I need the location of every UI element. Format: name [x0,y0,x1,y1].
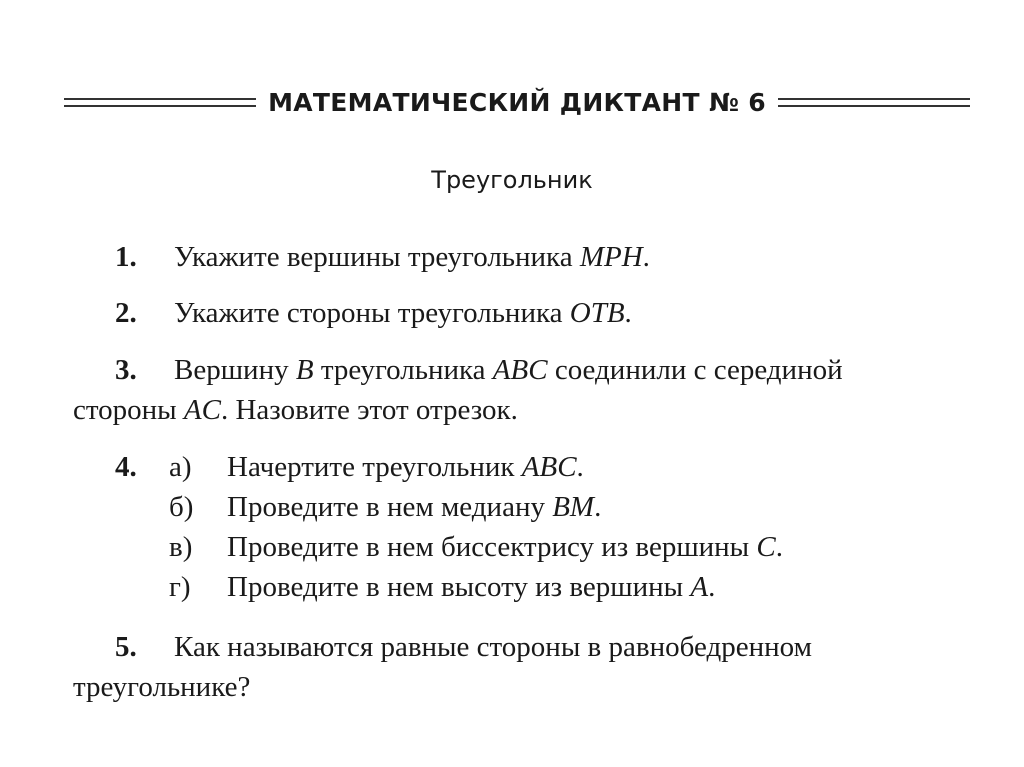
sub-letter: г) [169,571,191,603]
question-variable: B [295,354,314,386]
question-line [73,390,955,430]
page-title: МАТЕМАТИЧЕСКИЙ ДИКТАНТ № 6 [268,87,766,117]
question-text: Вершину [174,354,296,386]
question-number: 1. [115,241,137,273]
question-text: треугольника [313,354,493,386]
question-text: Укажите вершины треугольника [174,241,580,273]
question-4b [73,487,955,527]
sub-text: Проведите в нем биссектрису из вершины [227,531,757,563]
question-variable: BM [552,491,595,523]
question-4c [73,527,955,567]
question-punct: . [642,241,650,273]
page-subtitle: Треугольник [431,166,593,194]
question-3 [73,350,955,430]
question-text: Как называются равные стороны в равнобедренном [174,631,812,663]
question-1 [73,237,955,277]
question-variable: OTB [569,297,625,329]
question-text: Укажите стороны треугольника [174,297,570,329]
question-variable: AC [183,394,221,426]
question-4a [73,447,955,487]
sub-letter: б) [169,491,194,523]
question-text: стороны [73,394,184,426]
question-line [73,627,955,667]
question-punct: . [708,571,716,603]
question-variable: A [690,571,709,603]
question-number: 2. [115,297,137,329]
header-rule-right [778,98,970,107]
question-punct: . [594,491,602,523]
question-variable: ABC [492,354,548,386]
question-number: 3. [115,354,137,386]
question-line: треугольнике? [73,671,251,703]
question-2 [73,293,955,333]
question-variable: ABC [521,451,577,483]
question-5 [73,627,955,707]
question-punct: . [775,531,784,563]
header [64,80,970,124]
sub-letter: в) [169,531,193,563]
question-line [73,350,955,390]
question-number: 5. [115,631,137,663]
question-4d [73,567,955,607]
sub-letter: а) [169,451,192,483]
sub-text: Начертите треугольник [227,451,522,483]
sub-text: Проведите в нем медиану [227,491,553,523]
question-number: 4. [115,451,137,483]
question-punct: . [576,451,584,483]
sub-text: Проведите в нем высоту из вершины [227,571,691,603]
question-text: . Назовите этот отрезок. [220,394,518,426]
question-punct: . [624,297,632,329]
question-variable: MPH [579,241,643,273]
header-rule-left [64,98,256,107]
question-text: соединили с серединой [547,354,843,386]
question-variable: C [756,531,776,563]
